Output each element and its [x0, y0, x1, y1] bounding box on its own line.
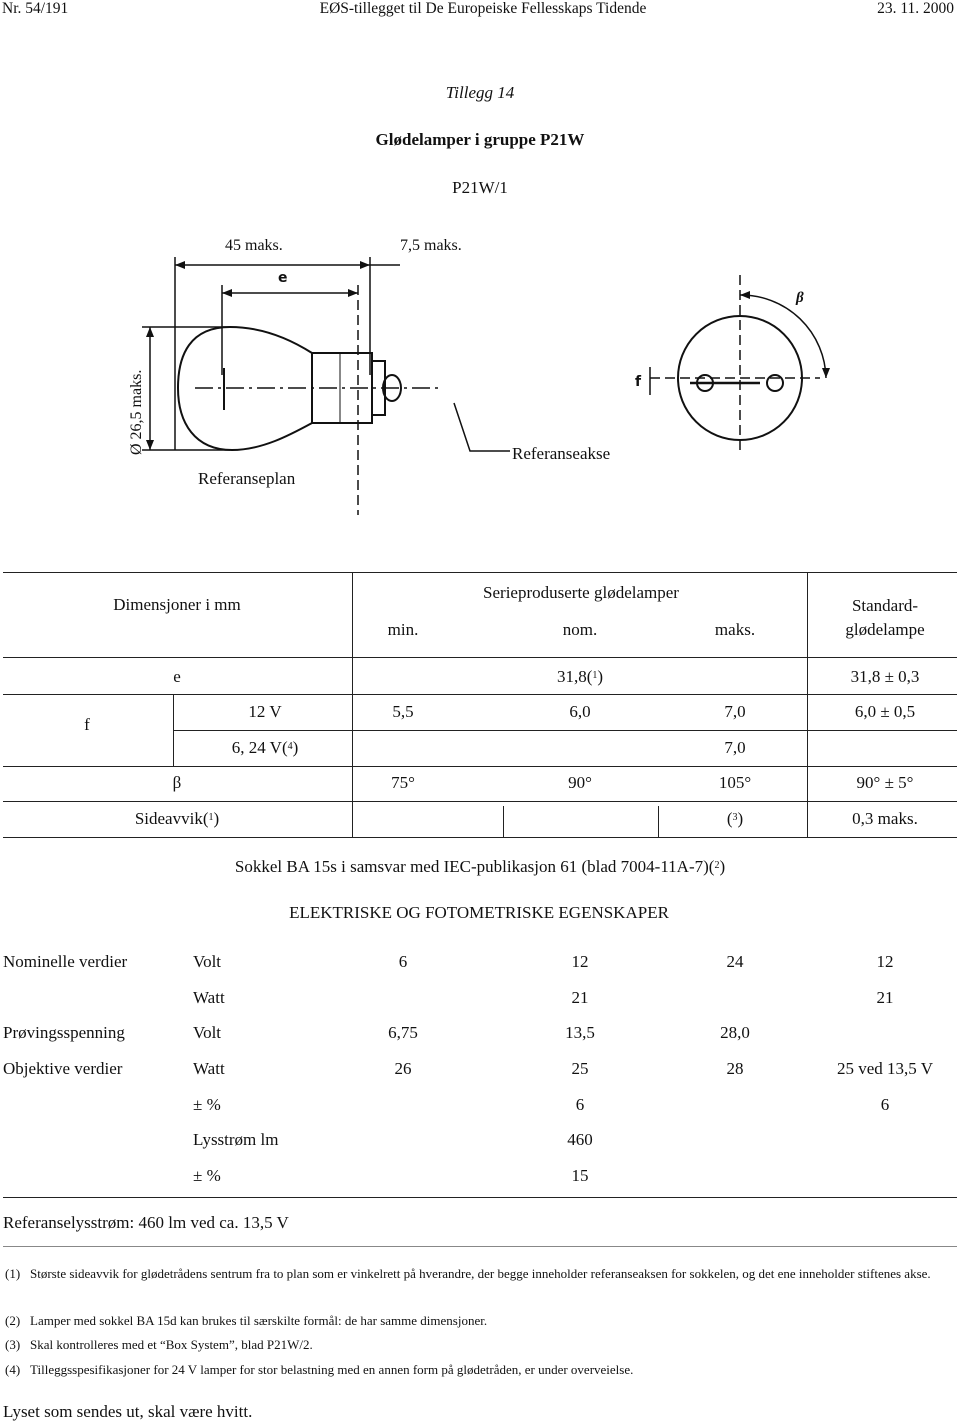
- footnote-2: [5, 1309, 955, 1332]
- test-volt-24: 28,0: [720, 1023, 750, 1042]
- electrical-table-bottom-rule: [3, 1197, 957, 1198]
- row-beta-max: 105°: [718, 773, 752, 792]
- label-reference-axis: Referanseakse: [512, 444, 611, 463]
- nominal-volt-label: Volt: [193, 952, 222, 971]
- objective-tolerance: 6: [575, 1095, 585, 1114]
- label-reference-plane: Referanseplan: [198, 469, 296, 488]
- nominal-watt-label: Watt: [193, 988, 225, 1007]
- nominal-volt-24: 24: [726, 952, 744, 971]
- dim-table-bottom-rule: [3, 837, 957, 838]
- row-e-nom: 31,8($^1$): [556, 667, 604, 686]
- min-col-header: min.: [387, 620, 419, 639]
- dim-table-top-rule: [3, 572, 957, 573]
- objective-watt-24: 28: [726, 1059, 744, 1078]
- dim-table-row-rule: [3, 801, 957, 802]
- footnote-1: [5, 1262, 955, 1308]
- footnote-4-text: Tilleggsspesifikasjoner for 24 V lamper for stor belastning med en annen form på glødetråden, er under overveielse.: [30, 1362, 634, 1377]
- row-f624-label: 6, 24 V($^4$): [231, 738, 299, 757]
- label-45-max: 45 maks.: [225, 237, 283, 254]
- objective-watt-6: 26: [394, 1059, 412, 1078]
- series-col-header: Serieproduserte glødelamper: [483, 583, 679, 602]
- nominal-volt-6: 6: [398, 952, 408, 971]
- footnote-3-num: (3): [5, 1337, 21, 1352]
- nominal-volt-std: 12: [876, 952, 894, 971]
- dim-table-row-rule: [3, 694, 957, 695]
- objective-tolerance-label: ± %: [193, 1095, 221, 1114]
- dim-table-col-rule: [352, 572, 353, 837]
- nominal-values-label: Nominelle verdier: [3, 952, 128, 971]
- socket-note: Sokkel BA 15s i samsvar med IEC-publikasjon 61 (blad 7004-11A-7)($^2$): [234, 857, 726, 876]
- dim-table-col-rule: [658, 806, 659, 837]
- page-number: Nr. 54/191: [2, 0, 69, 17]
- sheet-id: P21W/1: [452, 178, 508, 197]
- objective-tolerance-std: 6: [880, 1095, 890, 1114]
- closing-note: Lyset som sendes ut, skal være hvitt.: [3, 1402, 253, 1421]
- footnote-4: [5, 1358, 955, 1381]
- annex-title: Tillegg 14: [445, 83, 515, 102]
- section-heading: Glødelamper i gruppe P21W: [375, 130, 585, 149]
- row-beta-nom: 90°: [568, 773, 592, 792]
- row-side-max: ($^3$): [726, 809, 744, 828]
- flux-tolerance-label: ± %: [193, 1166, 221, 1185]
- row-e-label: e: [173, 667, 181, 686]
- flux-tolerance: 15: [571, 1166, 589, 1185]
- label-diameter: Ø 26,5 maks.: [128, 369, 145, 455]
- test-volt-label: Volt: [193, 1023, 222, 1042]
- footnote-1-text: Største sideavvik for glødetrådens sentrum fra to plan som er vinkelrett på hverandre, der begge inneholder referanseaksen for sokkelen, og det ene inneholder stiftenes akse.: [30, 1266, 931, 1281]
- row-f12-min: 5,5: [392, 702, 414, 721]
- label-beta: β: [796, 290, 804, 306]
- row-side-std: 0,3 maks.: [852, 809, 918, 828]
- publication-date: 23. 11. 2000: [877, 0, 954, 17]
- row-beta-std: 90° ± 5°: [856, 773, 914, 792]
- label-f: f: [635, 374, 642, 390]
- std-col-header: Standard-: [851, 596, 919, 615]
- row-f12-max: 7,0: [724, 702, 746, 721]
- nominal-volt-12: 12: [571, 952, 589, 971]
- test-volt-12: 13,5: [565, 1023, 595, 1042]
- test-voltage-label: Prøvingsspenning: [3, 1023, 125, 1042]
- footnote-2-text: Lamper med sokkel BA 15d kan brukes til særskilte formål: de har samme dimensjoner.: [30, 1313, 488, 1328]
- electrical-heading: ELEKTRISKE OG FOTOMETRISKE EGENSKAPER: [289, 903, 669, 922]
- row-f12-std: 6,0 ± 0,5: [854, 702, 916, 721]
- flux-label: Lysstrøm lm: [193, 1130, 279, 1149]
- row-e-std: 31,8 ± 0,3: [850, 667, 920, 686]
- dim-table-col-rule: [807, 572, 808, 837]
- dim-table-row-rule: [173, 730, 957, 731]
- objective-watt-12: 25: [571, 1059, 589, 1078]
- footnote-2-num: (2): [5, 1313, 21, 1328]
- label-e: e: [278, 270, 288, 286]
- dim-col-header: Dimensjoner i mm: [113, 595, 241, 614]
- objective-watt-std: 25 ved 13,5 V: [836, 1059, 934, 1078]
- row-f12-label: 12 V: [248, 702, 282, 721]
- row-f-label: f: [84, 715, 90, 734]
- dim-table-row-rule: [3, 766, 957, 767]
- row-side-label: Sideavvik($^1$): [134, 809, 220, 828]
- objective-values-label: Objektive verdier: [3, 1059, 123, 1078]
- nominal-watt-std: 21: [876, 988, 894, 1007]
- nominal-watt: 21: [571, 988, 589, 1007]
- row-beta-label: β: [172, 773, 182, 792]
- footnote-3-text: Skal kontrolleres med et “Box System”, blad P21W/2.: [30, 1337, 313, 1352]
- journal-title: EØS-tillegget til De Europeiske Fellesskaps Tidende: [319, 0, 647, 17]
- footnote-1-num: (1): [5, 1266, 21, 1281]
- objective-watt-label: Watt: [193, 1059, 225, 1078]
- std-col-header-line2: glødelampe: [845, 620, 925, 639]
- row-beta-min: 75°: [391, 773, 415, 792]
- row-f12-nom: 6,0: [569, 702, 591, 721]
- reference-flux: Referanselysstrøm: 460 lm ved ca. 13,5 V: [3, 1213, 289, 1232]
- footnote-4-num: (4): [5, 1362, 21, 1377]
- dim-table-header-rule: [3, 657, 957, 658]
- label-7-5-max: 7,5 maks.: [400, 237, 462, 254]
- nom-col-header: nom.: [562, 620, 598, 639]
- dim-table-col-rule: [503, 806, 504, 837]
- footnote-3: [5, 1333, 955, 1356]
- flux-value: 460: [567, 1130, 593, 1149]
- footnote-rule: [3, 1246, 957, 1247]
- max-col-header: maks.: [714, 620, 756, 639]
- test-volt-6: 6,75: [388, 1023, 418, 1042]
- row-f624-max: 7,0: [724, 738, 746, 757]
